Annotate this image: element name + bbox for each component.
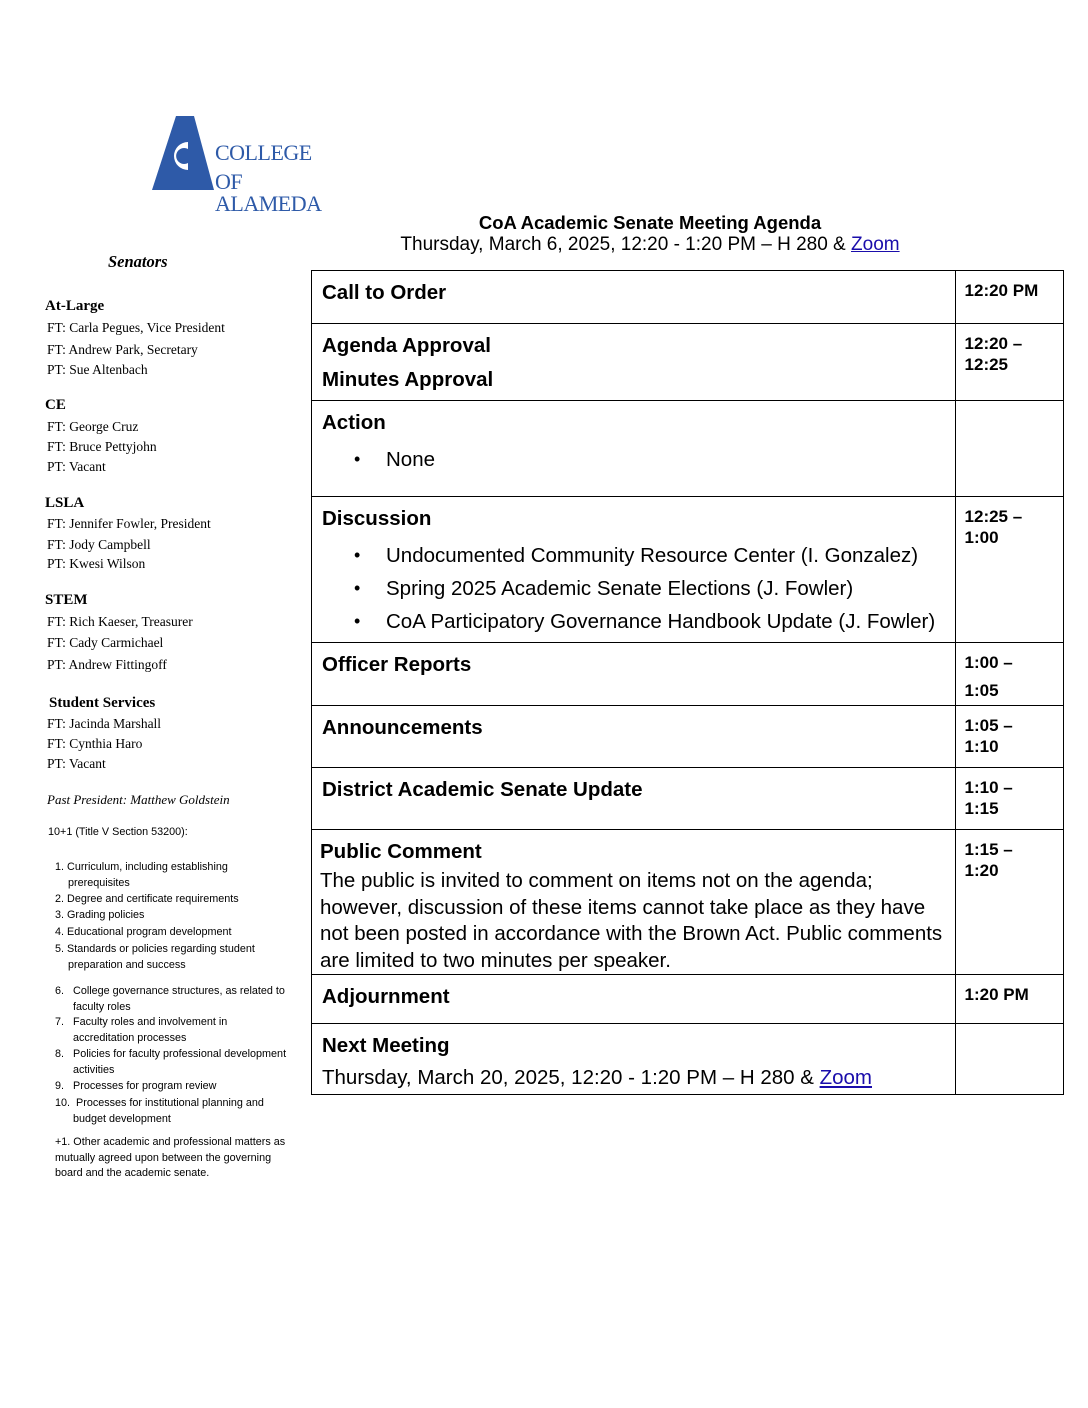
- item-time: 1:20 PM: [955, 975, 1063, 1024]
- meeting-datetime: Thursday, March 6, 2025, 12:20 - 1:20 PM – H 280 &: [400, 234, 846, 255]
- senator-line: FT: Rich Kaeser, Treasurer: [47, 614, 193, 629]
- agenda-row-adjournment: [312, 975, 1064, 1024]
- zoom-link[interactable]: Zoom: [851, 234, 900, 255]
- ten-plus-one-item: 4. Educational program development: [55, 926, 232, 938]
- item-time: [955, 401, 1063, 497]
- past-president: Past President: Matthew Goldstein: [47, 792, 230, 807]
- bullet-list: [322, 443, 947, 476]
- agenda-row-call-to-order: [312, 271, 1064, 324]
- item-title: Discussion: [322, 507, 432, 530]
- college-logo: [152, 116, 352, 216]
- ten-plus-one-item: 2. Degree and certificate requirements: [55, 893, 239, 905]
- list-item: • CoA Participatory Governance Handbook Update (J. Fowler): [322, 605, 947, 638]
- senator-line: FT: Jody Campbell: [47, 537, 151, 552]
- item-time: 12:20 PM: [955, 271, 1063, 324]
- item-time: 1:15 – 1:20: [955, 830, 1063, 975]
- item-title: Public Comment: [320, 840, 482, 863]
- agenda-row-action: [312, 401, 1064, 497]
- agenda-row-approvals: [312, 324, 1064, 401]
- agenda-row-next-meeting: [312, 1024, 1064, 1095]
- logo-line-1: COLLEGE: [215, 140, 312, 165]
- ten-plus-one-item: 9. Processes for program review: [55, 1080, 217, 1092]
- item-time: 1:05 – 1:10: [955, 706, 1063, 768]
- senators-heading: Senators: [108, 252, 168, 271]
- agenda-row-announcements: [312, 706, 1064, 768]
- item-title: Announcements: [322, 716, 483, 739]
- senator-line: FT: Andrew Park, Secretary: [47, 342, 198, 357]
- item-time: 1:00 – 1:05: [955, 643, 1063, 706]
- public-comment-text: The public is invited to comment on items not on the agenda; however, discussion of these items cannot take place as they have not been posted in accordance with the Brown Act. Public comments are limited to two minutes per speaker.: [320, 869, 943, 972]
- list-item: • None: [322, 443, 947, 476]
- item-title: Officer Reports: [322, 653, 472, 676]
- item-time: [955, 1024, 1063, 1095]
- group-title-stem: STEM: [45, 592, 88, 608]
- item-time: 12:20 – 12:25: [955, 324, 1063, 401]
- ten-plus-one-item: 8. Policies for faculty professional development activities: [55, 1048, 287, 1076]
- agenda-row-public-comment: [312, 830, 1064, 975]
- agenda-row-district-update: [312, 768, 1064, 830]
- item-title: Call to Order: [322, 281, 447, 304]
- senator-line: PT: Kwesi Wilson: [47, 556, 146, 571]
- item-title: District Academic Senate Update: [322, 778, 643, 801]
- plus-one-text: +1. Other academic and professional matters as mutually agreed upon between the governing board and the academic senate.: [55, 1136, 286, 1179]
- senator-line: PT: Vacant: [47, 459, 106, 474]
- bullet-list: [322, 539, 947, 638]
- ten-plus-one-item: 7. Faculty roles and involvement in accreditation processes: [55, 1016, 228, 1044]
- senator-line: FT: Bruce Pettyjohn: [47, 439, 157, 454]
- item-title: Minutes Approval: [322, 368, 494, 391]
- ten-plus-one-item: 6. College governance structures, as related to faculty roles: [55, 985, 285, 1013]
- next-meeting-zoom-link[interactable]: Zoom: [819, 1066, 872, 1089]
- ten-plus-one-item: 10. Processes for institutional planning and budget development: [55, 1097, 264, 1125]
- item-time: 12:25 – 1:00: [955, 497, 1063, 643]
- senator-line: FT: Cynthia Haro: [47, 736, 143, 751]
- senator-line: FT: Jennifer Fowler, President: [47, 516, 211, 531]
- senator-line: PT: Sue Altenbach: [47, 362, 148, 377]
- college-logo-mark: [152, 116, 214, 190]
- senator-line: FT: George Cruz: [47, 419, 139, 434]
- senator-line: PT: Vacant: [47, 756, 106, 771]
- agenda-subtitle: [312, 234, 988, 256]
- item-title: Agenda Approval: [322, 334, 491, 357]
- agenda-title: CoA Academic Senate Meeting Agenda: [478, 212, 822, 233]
- list-item: • Spring 2025 Academic Senate Elections (J. Fowler): [322, 572, 947, 605]
- group-title-lsla: LSLA: [45, 495, 85, 511]
- group-title-student-services: Student Services: [49, 695, 156, 711]
- list-item: • Undocumented Community Resource Center (I. Gonzalez): [322, 539, 947, 572]
- ten-plus-one-item: 1. Curriculum, including establishing prerequisites: [55, 861, 228, 889]
- agenda-row-discussion: [312, 497, 1064, 643]
- agenda-table: [311, 270, 1064, 1095]
- ten-plus-one-item: 5. Standards or policies regarding student preparation and success: [55, 943, 255, 971]
- item-title: Action: [322, 411, 386, 434]
- senator-line: FT: Carla Pegues, Vice President: [47, 320, 225, 335]
- item-title: Next Meeting: [322, 1034, 450, 1057]
- ten-plus-one-item: 3. Grading policies: [55, 909, 145, 921]
- next-meeting-text: Thursday, March 20, 2025, 12:20 - 1:20 PM – H 280 & Zoom: [322, 1066, 872, 1089]
- group-title-ce: CE: [45, 397, 66, 413]
- senator-line: FT: Jacinda Marshall: [47, 716, 162, 731]
- senator-line: FT: Cady Carmichael: [47, 635, 164, 650]
- logo-line-2: OF ALAMEDA: [215, 169, 322, 216]
- ten-plus-one-title: 10+1 (Title V Section 53200):: [48, 826, 188, 838]
- group-title-at-large: At-Large: [45, 298, 105, 314]
- item-title: Adjournment: [322, 985, 450, 1008]
- agenda-row-officer-reports: [312, 643, 1064, 706]
- item-time: 1:10 – 1:15: [955, 768, 1063, 830]
- senator-line: PT: Andrew Fittingoff: [47, 657, 167, 672]
